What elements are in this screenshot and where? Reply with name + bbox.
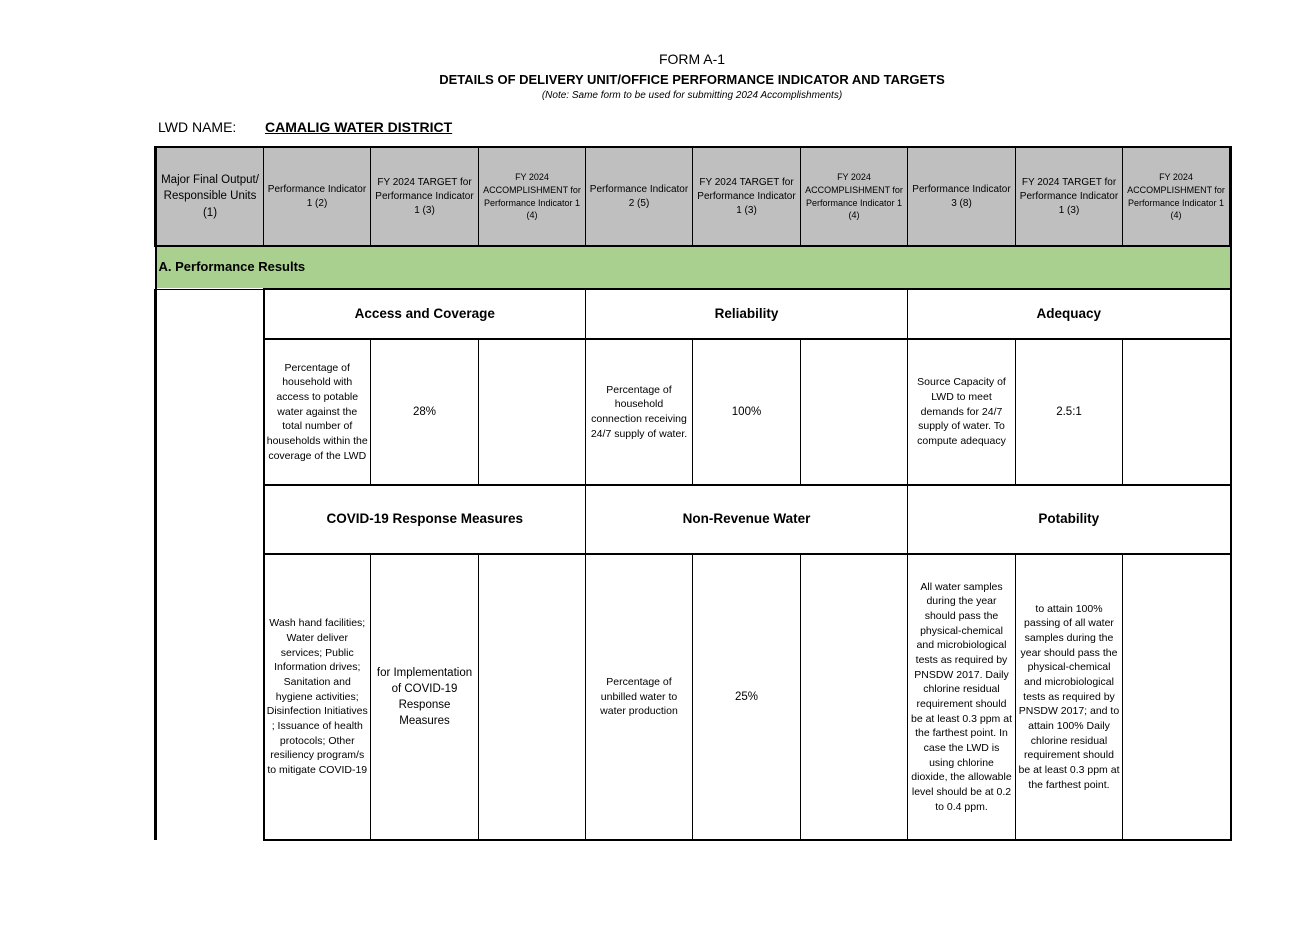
header-major-final-output: Major Final Output/ Responsible Units (1) [156, 147, 264, 246]
header-performance-indicator-3: Performance Indicator 3 (8) [908, 147, 1016, 246]
form-number: FORM A-1 [658, 51, 726, 67]
reliability-target: 100% [693, 339, 801, 485]
group-non-revenue-water: Non-Revenue Water [586, 485, 908, 554]
potability-indicator: All water samples during the year should pass the physical-chemical and microbiological tests as required by PNSDW 2017. Daily chlorine residual requirement should be at least 0.3 ppm at the farthest point. In case the LWD is using chlorine dioxide, the allowable level should be at 0.2 to 0.4 ppm. [908, 554, 1016, 840]
covid-indicator: Wash hand facilities; Water deliver services; Public Information drives; Sanitation and hygiene activities; Disinfection Initiatives ; Issuance of health protocols; Other resiliency program/s to mitigate COVID-19 [264, 554, 371, 840]
potability-target: to attain 100% passing of all water samples during the year should pass the physical-chemical and microbiological tests as required by PNSDW 2017; and to attain 100% Daily chlorine residual requirement should be at least 0.3 ppm at the farthest point. [1016, 554, 1123, 840]
adequacy-indicator: Source Capacity of LWD to meet demands for 24/7 supply of water. To compute adequacy [908, 339, 1016, 485]
table-header-row [156, 147, 1231, 246]
nrw-indicator: Percentage of unbilled water to water production [586, 554, 693, 840]
group-row-1 [156, 289, 1231, 339]
header-performance-indicator-1: Performance Indicator 1 (2) [264, 147, 371, 246]
group-covid-response: COVID-19 Response Measures [264, 485, 586, 554]
table-row [156, 339, 1231, 485]
lwd-name-label: LWD NAME: [158, 119, 237, 135]
header-accomplishment-2: FY 2024 ACCOMPLISHMENT for Performance Indicator 1 (4) [801, 147, 908, 246]
major-final-output-cell [156, 289, 264, 840]
potability-accomplishment [1123, 554, 1231, 840]
table-row [156, 554, 1231, 840]
nrw-target: 25% [693, 554, 801, 840]
lwd-name-value: CAMALIG WATER DISTRICT [265, 119, 453, 135]
group-reliability: Reliability [586, 289, 908, 339]
section-row [156, 246, 1231, 289]
header-target-1: FY 2024 TARGET for Performance Indicator 1 (3) [371, 147, 479, 246]
group-adequacy: Adequacy [908, 289, 1231, 339]
reliability-indicator: Percentage of household connection receiving 24/7 supply of water. [586, 339, 693, 485]
reliability-accomplishment [801, 339, 908, 485]
header-accomplishment-3: FY 2024 ACCOMPLISHMENT for Performance Indicator 1 (4) [1123, 147, 1231, 246]
access-accomplishment [479, 339, 586, 485]
nrw-accomplishment [801, 554, 908, 840]
header-accomplishment-1: FY 2024 ACCOMPLISHMENT for Performance Indicator 1 (4) [479, 147, 586, 246]
header-target-2: FY 2024 TARGET for Performance Indicator 1 (3) [693, 147, 801, 246]
covid-accomplishment [479, 554, 586, 840]
group-access-coverage: Access and Coverage [264, 289, 586, 339]
performance-table [154, 146, 1232, 841]
access-indicator: Percentage of household with access to potable water against the total number of households within the coverage of the LWD [264, 339, 371, 485]
group-row-2 [156, 485, 1231, 554]
adequacy-accomplishment [1123, 339, 1231, 485]
covid-target: for Implementation of COVID-19 Response Measures [371, 554, 479, 840]
access-target: 28% [371, 339, 479, 485]
header-performance-indicator-2: Performance Indicator 2 (5) [586, 147, 693, 246]
section-performance-results: A. Performance Results [156, 246, 1231, 289]
adequacy-target: 2.5:1 [1016, 339, 1123, 485]
group-potability: Potability [908, 485, 1231, 554]
form-note: (Note: Same form to be used for submitting 2024 Accomplishments) [541, 90, 843, 101]
header-target-3: FY 2024 TARGET for Performance Indicator 1 (3) [1016, 147, 1123, 246]
form-title: DETAILS OF DELIVERY UNIT/OFFICE PERFORMANCE INDICATOR AND TARGETS [439, 72, 945, 87]
